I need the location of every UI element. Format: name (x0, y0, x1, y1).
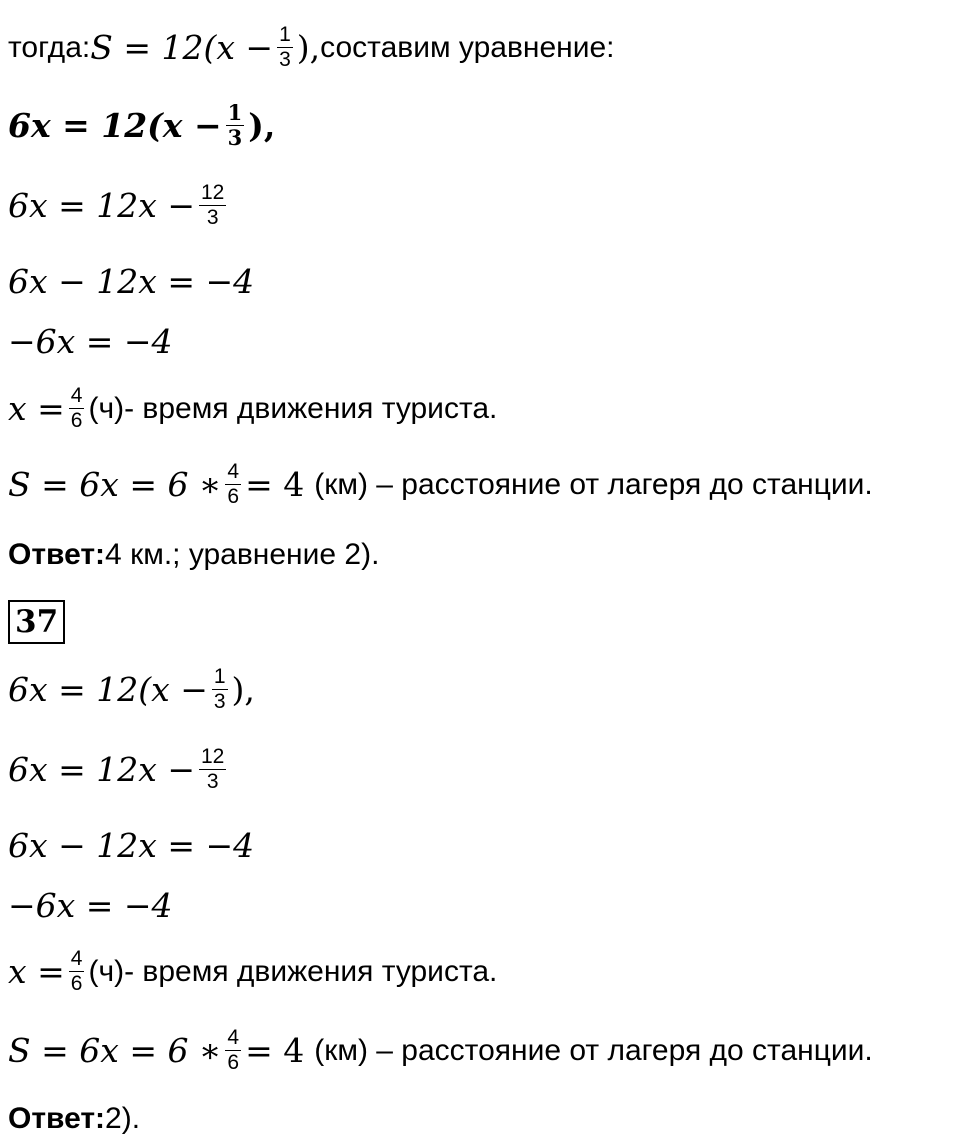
answer-line-2 (8, 1102, 140, 1136)
fraction (199, 746, 226, 793)
task-number-box: 37 (8, 600, 65, 644)
solution-line-3 (8, 182, 230, 229)
equation-expression: x = (8, 952, 65, 992)
equation-expression: 6x = 12x − (8, 186, 195, 226)
solution2-line-6 (8, 1027, 873, 1074)
fraction-denominator: 6 (70, 409, 83, 433)
fraction-denominator: 6 (70, 972, 83, 996)
solution-line-7 (8, 461, 873, 508)
equation-expression: 6x = 12(x − (8, 670, 208, 710)
line-text: (ч)- время движения туриста. (88, 954, 498, 988)
line-text: (км) – расстояние от лагеря до станции. (314, 1033, 873, 1067)
fraction-denominator: 3 (227, 125, 243, 151)
fraction (199, 182, 226, 229)
fraction-denominator: 6 (227, 1051, 240, 1075)
fraction-numerator: 4 (69, 385, 85, 409)
equation-expression: S = 6x = 6 ∗ (8, 1031, 222, 1071)
line-text: (км) – расстояние от лагеря до станции. (314, 467, 873, 501)
solution-line-1 (8, 24, 614, 71)
solution-line-5 (8, 322, 173, 361)
fraction-numerator: 4 (69, 948, 85, 972)
line-text: тогда: (8, 30, 91, 64)
equation-expression: −6x = −4 (8, 322, 173, 361)
fraction-numerator: 12 (199, 182, 226, 206)
closing-paren: ), (248, 106, 276, 146)
equation-expression: 6x = 12(x − (8, 106, 222, 146)
solution-line-4 (8, 262, 254, 301)
fraction-denominator: 3 (206, 206, 219, 230)
fraction-denominator: 6 (227, 485, 240, 509)
equation-expression: 6x − 12x = −4 (8, 826, 255, 865)
fraction-numerator: 4 (225, 1027, 241, 1051)
fraction (225, 461, 241, 508)
line-text: (ч)- время движения туриста. (88, 391, 498, 425)
solution2-line-5 (8, 948, 497, 995)
equation-expression: −6x = −4 (8, 886, 173, 925)
fraction (225, 1027, 241, 1074)
equation-expression: = 4 (245, 1031, 305, 1071)
fraction-numerator: 4 (225, 461, 241, 485)
solution2-line-1 (8, 666, 255, 713)
solution-line-6 (8, 385, 497, 432)
fraction-numerator: 1 (227, 100, 243, 125)
equation-expression: 6x − 12x = −4 (8, 262, 255, 301)
equation-expression: S = 6x = 6 ∗ (8, 465, 222, 505)
fraction-denominator: 3 (279, 48, 291, 72)
fraction-numerator: 1 (277, 24, 293, 48)
closing-paren: ), (231, 670, 255, 710)
fraction-numerator: 12 (199, 746, 226, 770)
equation-expression: 6x = 12x − (8, 750, 195, 790)
equation-expression: = 4 (245, 465, 305, 505)
fraction (277, 24, 293, 71)
fraction-numerator: 1 (212, 666, 228, 690)
line-text: составим уравнение: (320, 30, 615, 64)
solution-line-2-bold-equation (8, 102, 275, 149)
fraction-denominator: 3 (213, 690, 226, 714)
fraction (69, 385, 85, 432)
fraction-denominator: 3 (206, 770, 219, 794)
solution2-line-2 (8, 746, 230, 793)
equation-expression: x = (8, 389, 65, 429)
fraction (69, 948, 85, 995)
answer-line-1 (8, 538, 379, 572)
closing-paren: ), (296, 28, 321, 68)
equation-expression: S = 12(x − (90, 28, 274, 68)
solution2-line-4 (8, 886, 173, 925)
answer-label: Ответ: (8, 1102, 106, 1135)
answer-text: 2). (105, 1102, 141, 1135)
answer-label: Ответ: (8, 538, 106, 571)
fraction (212, 666, 228, 713)
solution2-line-3 (8, 826, 254, 865)
fraction (226, 102, 245, 149)
answer-text: 4 км.; уравнение 2). (105, 538, 380, 571)
